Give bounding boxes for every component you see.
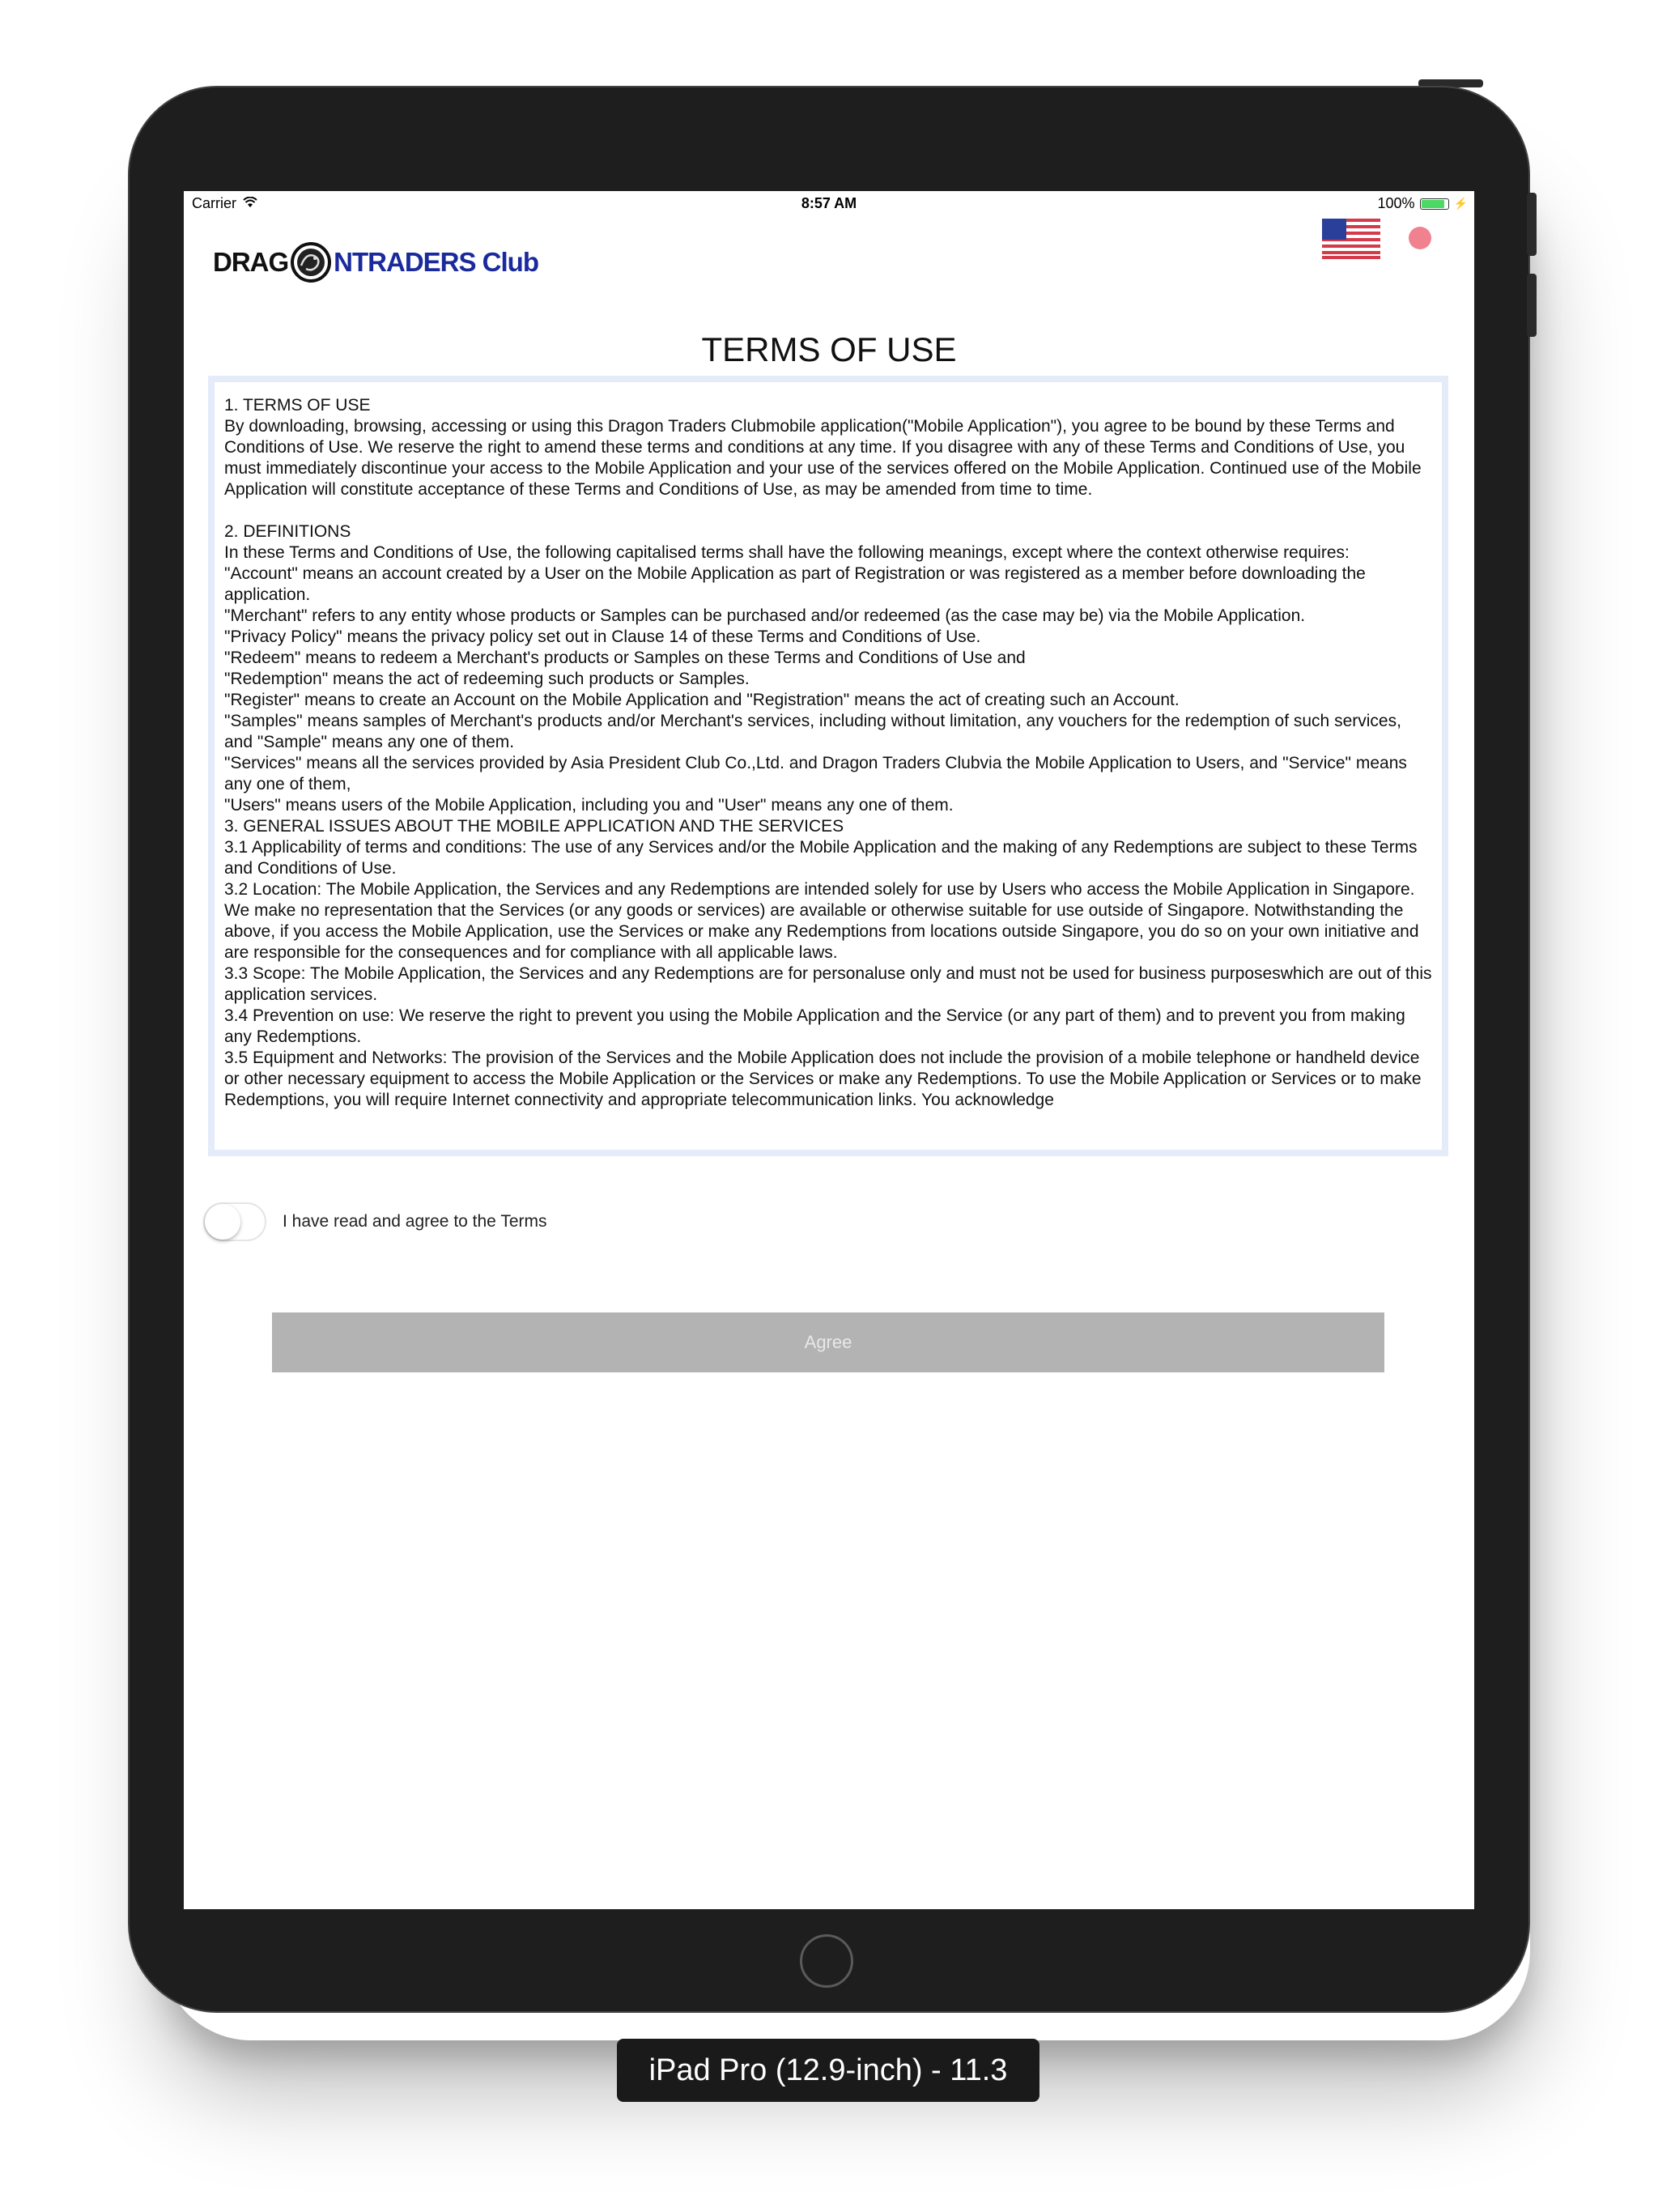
status-indicator-dot[interactable]	[1409, 227, 1431, 249]
charging-bolt-icon: ⚡	[1453, 197, 1468, 210]
toggle-knob	[205, 1204, 240, 1240]
agree-button[interactable]: Agree	[272, 1312, 1384, 1372]
terms-scroll-view[interactable]	[208, 376, 1448, 1156]
terms-text: 1. TERMS OF USE By downloading, browsing, accessing or using this Dragon Traders Clubmobile application("Mobile Application"), you agree to be bound by these Terms and Conditions of Use. We reserve the right to amend these terms and conditions at any time. If you disagree with any of these Terms and Conditions of Use, you must immediately discontinue your access to the Mobile Application and your use of the services offered on the Mobile Application. Continued use of the Mobile Application will constitute acceptance of these Terms and Conditions of Use, as may be amended from time to time. 2. DEFINITIONS In these Terms and Conditions of Use, the following capitalised terms shall have the following meanings, except where the context otherwise requires: "Account" means an account created by a User on the Mobile Application as part of Registration or was registered as a member before downloading the application. "Merchant" refers to any entity whose products or Samples can be purchased and/or redeemed (as the case may be) via the Mobile Application. "Privacy Policy" means the privacy policy set out in Clause 14 of these Terms and Conditions of Use. "Redeem" means to redeem a Merchant's products or Samples on these Terms and Conditions of Use and "Redemption" means the act of redeeming such products or Samples. "Register" means to create an Account on the Mobile Application and "Registration" means the act of creating such an Account. "Samples" means samples of Merchant's products and/or Merchant's services, including without limitation, any vouchers for the redemption of such services, and "Sample" means any one of them. "Services" means all the services provided by Asia President Club Co.,Ltd. and Dragon Traders Clubvia the Mobile Application to Users, and "Service" means any one of them, "Users" means users of the Mobile Application, including you and "User" means any one of them. 3. GENERAL ISSUES ABOUT THE MOBILE APPLICATION AND THE SERVICES 3.1 Applicability of terms and conditions: The use of any Services and/or the Mobile Application and the making of any Redemptions are subject to these Terms and Conditions of Use. 3.2 Location: The Mobile Application, the Services and any Redemptions are intended solely for use by Users who access the Mobile Application in Singapore. We make no representation that the Services (or any goods or services) are available or otherwise suitable for use outside of Singapore. Notwithstanding the above, if you access the Mobile Application, use the Services or make any Redemptions from locations outside Singapore, you do so on your own initiative and are responsible for the consequences and for compliance with all applicable laws. 3.3 Scope: The Mobile Application, the Services and any Redemptions are for personaluse only and must not be used for business purposeswhich are out of this application services. 3.4 Prevention on use: We reserve the right to prevent you using the Mobile Application and the Service (or any part of them) and to prevent you from making any Redemptions. 3.5 Equipment and Networks: The provision of the Services and the Mobile Application does not include the provision of a mobile telephone or handheld device or other necessary equipment to access the Mobile Application or the Services or make any Redemptions. To use the Mobile Application or Services or to make Redemptions, you will require Internet connectivity and appropriate telecommunication links. You acknowledge	[224, 396, 1432, 1109]
agree-terms-row	[203, 1200, 546, 1244]
volume-down-button	[1527, 274, 1537, 337]
logo-text-drag: DRAG	[213, 247, 289, 277]
agree-terms-label: I have read and agree to the Terms	[283, 1212, 547, 1231]
logo-text-traders-club: NTRADERS Club	[334, 247, 538, 277]
battery-icon	[1420, 198, 1449, 210]
app-logo	[213, 236, 538, 288]
carrier-label: Carrier	[192, 195, 237, 211]
volume-up-button	[1527, 193, 1537, 256]
agree-terms-toggle[interactable]	[203, 1202, 266, 1241]
status-bar	[184, 191, 1474, 215]
battery-percent: 100%	[1377, 195, 1415, 211]
status-time: 8:57 AM	[801, 195, 857, 211]
device-screen	[184, 191, 1474, 1909]
simulator-device-label: iPad Pro (12.9-inch) - 11.3	[617, 2039, 1039, 2102]
us-flag-icon[interactable]	[1322, 219, 1380, 259]
page-title: TERMS OF USE	[701, 330, 957, 368]
home-button[interactable]	[800, 1934, 853, 1988]
dragon-emblem-icon	[290, 241, 332, 283]
